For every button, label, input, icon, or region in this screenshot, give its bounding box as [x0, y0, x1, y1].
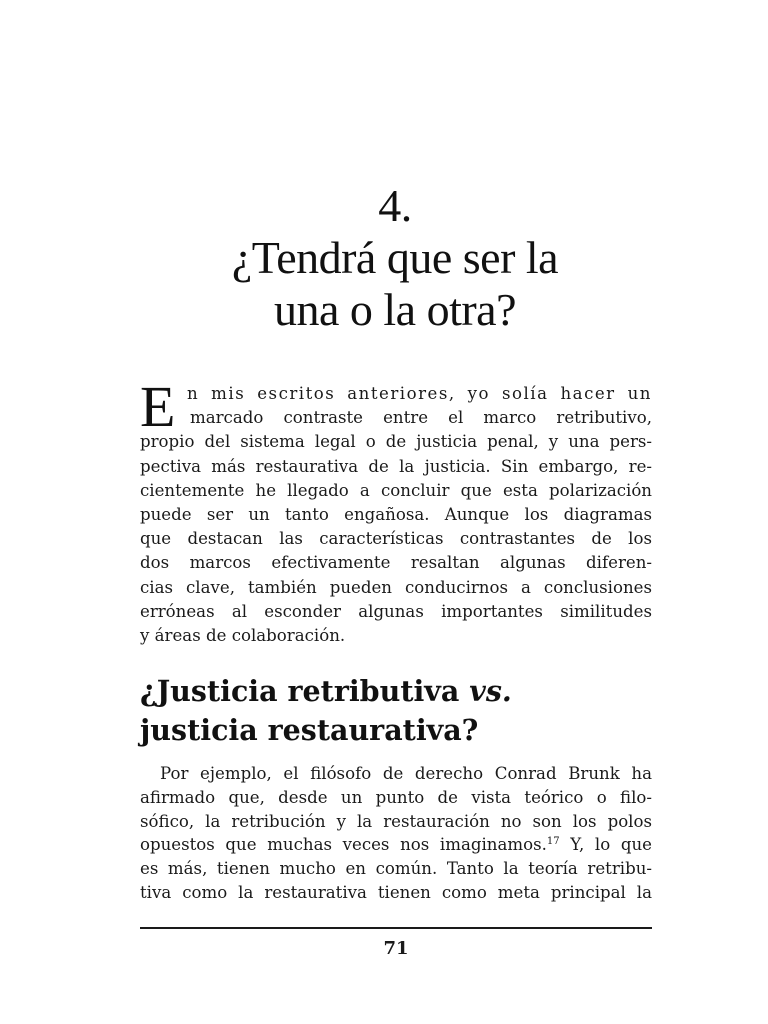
- body-line-4-tail: Y, lo que: [559, 835, 652, 855]
- intro-line: erróneas al esconder algunas importantes similitudes: [140, 601, 652, 621]
- page-number: 71: [383, 938, 409, 959]
- section-heading-part1: ¿Justicia retributiva: [140, 674, 470, 708]
- intro-line: n mis escritos anteriores, yo solía hacer un: [187, 384, 652, 403]
- intro-line: pectiva más restaurativa de la justicia. Sin embargo, re-: [140, 456, 652, 476]
- intro-line: marcado contraste entre el marco retributivo,: [190, 408, 652, 428]
- section-heading: [140, 672, 660, 750]
- section-heading-line2: justicia restaurativa?: [140, 713, 479, 747]
- chapter-title-line-1: ¿Tendrá que ser la: [231, 232, 559, 283]
- body-line: tiva como la restaurativa tienen como meta principal la: [140, 882, 652, 902]
- intro-line: y áreas de colaboración.: [140, 626, 346, 646]
- body-line-4-text: opuestos que muchas veces nos imaginamos.: [140, 835, 547, 855]
- intro-line: propio del sistema legal o de justicia penal, y una pers-: [140, 432, 652, 452]
- body-line-with-footnote: [140, 833, 652, 857]
- intro-line: que destacan las características contrastantes de los: [140, 529, 652, 549]
- drop-cap: E: [140, 374, 176, 439]
- body-line: afirmado que, desde un punto de vista teórico o filo-: [140, 787, 652, 807]
- body-paragraph: [140, 762, 652, 905]
- intro-line: puede ser un tanto engañosa. Aunque los diagramas: [140, 505, 652, 525]
- section-heading-vs: vs.: [469, 674, 512, 708]
- intro-line: dos marcos efectivamente resaltan algunas diferen-: [140, 553, 652, 573]
- chapter-number: 4.: [378, 180, 412, 231]
- body-line: sófico, la retribución y la restauración no son los polos: [140, 811, 652, 831]
- intro-line: cias clave, también pueden conducirnos a conclusiones: [140, 577, 652, 597]
- chapter-title-line-2: una o la otra?: [273, 284, 517, 335]
- footnote-reference[interactable]: 17: [546, 836, 560, 848]
- intro-paragraph: [140, 374, 652, 648]
- footer-rule: [140, 927, 652, 929]
- body-line: es más, tienen mucho en común. Tanto la teoría retribu-: [140, 859, 652, 879]
- chapter-title: [140, 180, 650, 336]
- intro-line: cientemente he llegado a concluir que esta polarización: [140, 480, 652, 500]
- body-line: Por ejemplo, el filósofo de derecho Conrad Brunk ha: [160, 764, 652, 783]
